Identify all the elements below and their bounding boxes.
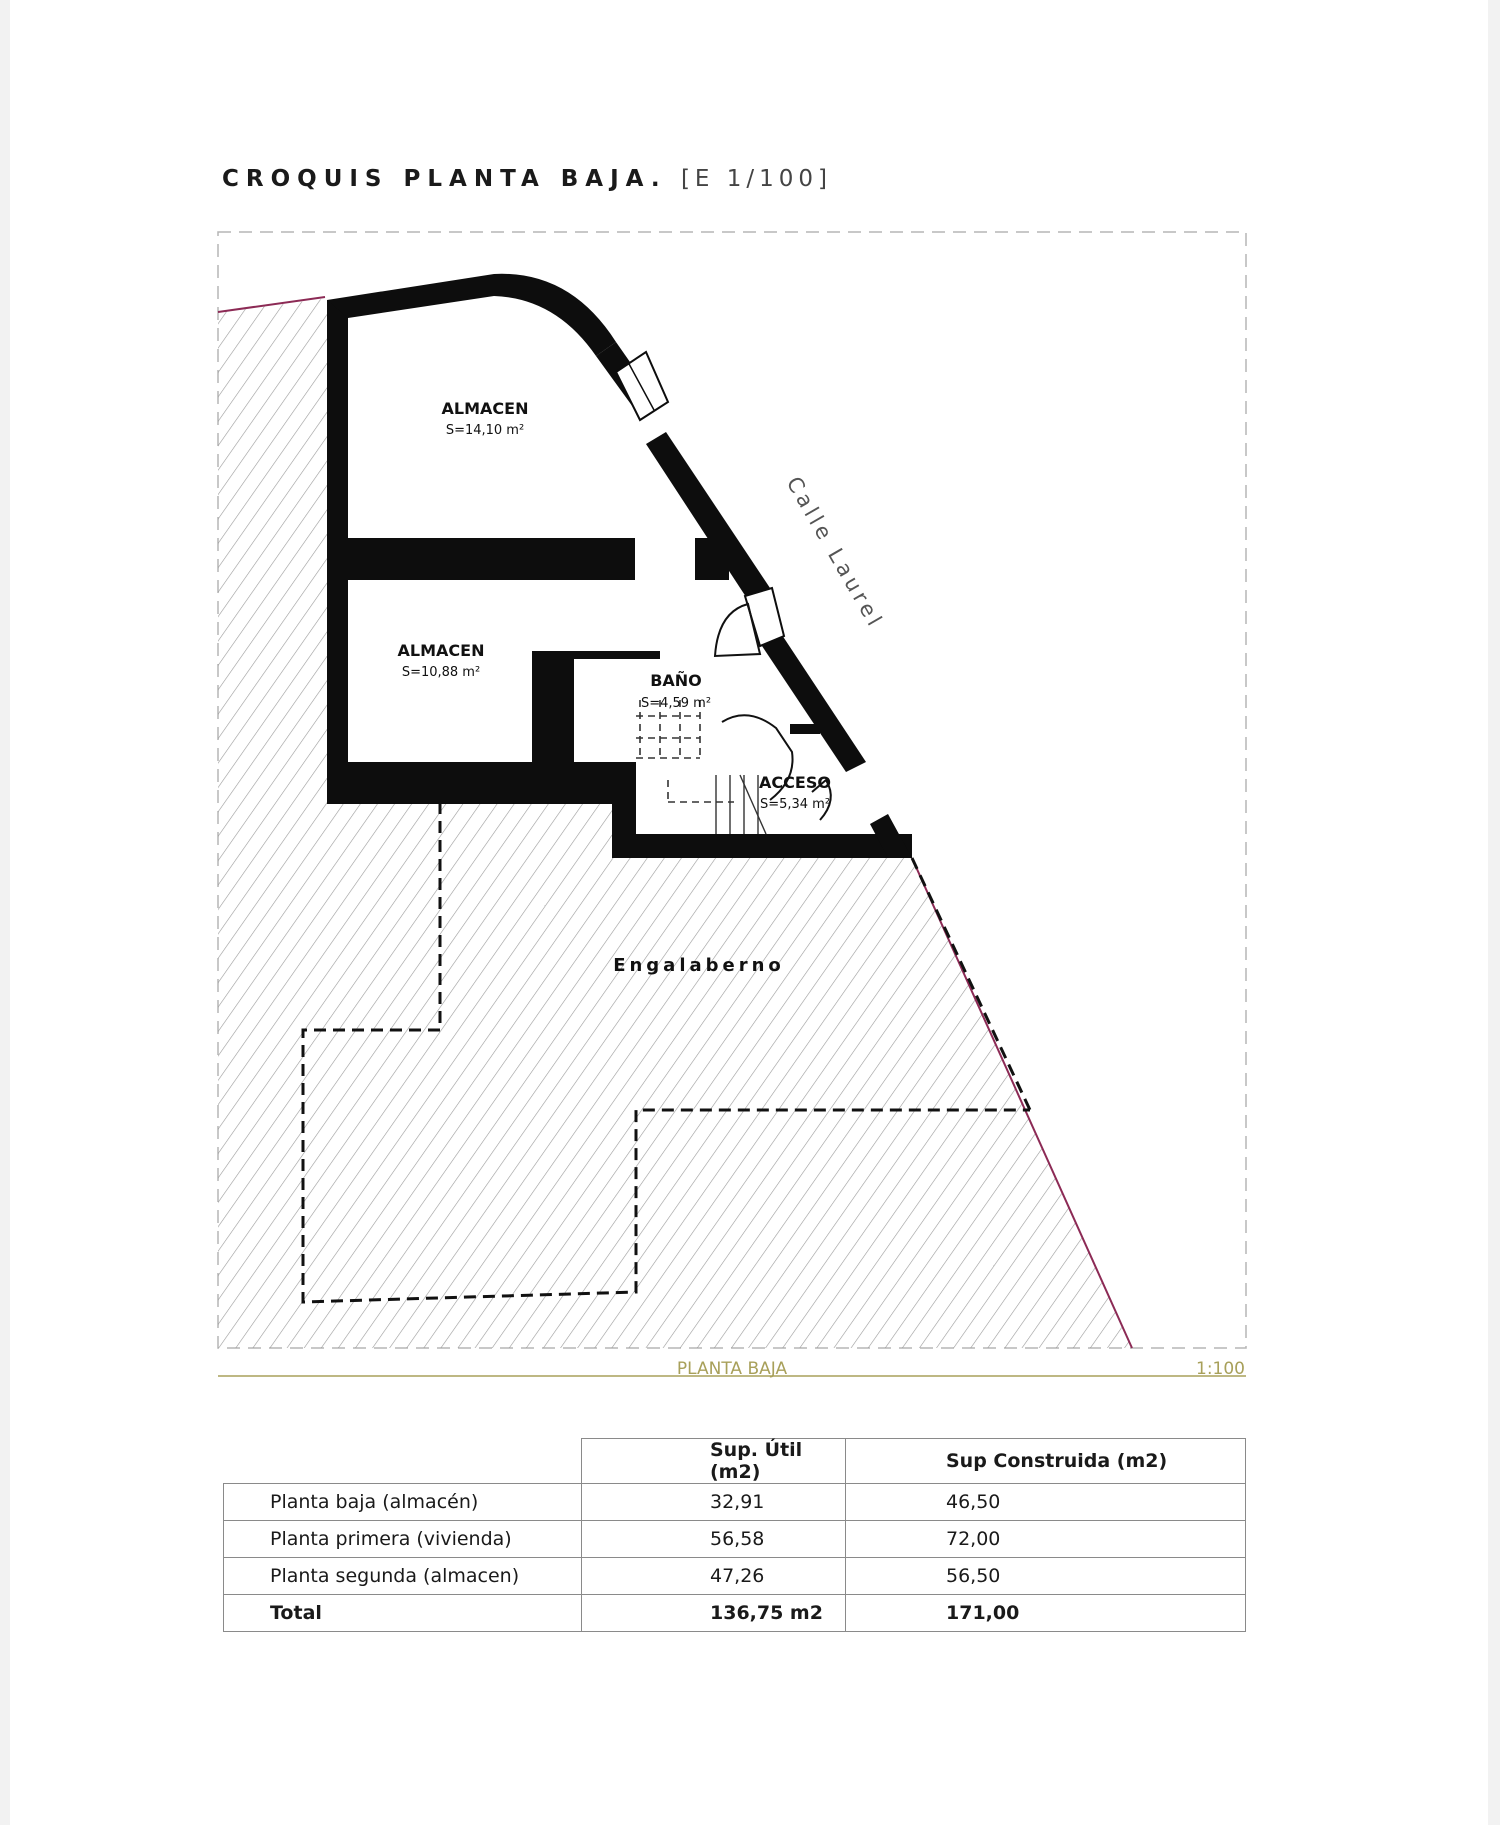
row-label: Planta primera (vivienda): [224, 1521, 582, 1558]
room-area-acceso: S=5,34 m²: [759, 797, 831, 812]
room-name-acceso: ACCESO: [759, 773, 831, 792]
row-util: 47,26: [582, 1558, 846, 1595]
scale-label: 1:100: [1196, 1359, 1245, 1379]
room-name-almacen-2: ALMACEN: [397, 641, 485, 660]
room-area-almacen-2: S=10,88 m²: [401, 665, 481, 680]
table-row: [224, 1521, 1246, 1558]
total-label: Total: [224, 1595, 582, 1632]
row-util: 32,91: [582, 1484, 846, 1521]
table-header-row: [224, 1439, 1246, 1484]
title-scale: [E 1/100]: [680, 166, 833, 192]
table-header-util: Sup. Útil (m2): [582, 1439, 846, 1484]
row-construida: 46,50: [846, 1484, 1246, 1521]
walls: [327, 274, 912, 858]
room-name-bano: BAÑO: [650, 671, 702, 690]
row-construida: 56,50: [846, 1558, 1246, 1595]
room-area-almacen-1: S=14,10 m²: [445, 423, 525, 438]
room-name-almacen-1: ALMACEN: [441, 399, 529, 418]
total-construida: 171,00: [846, 1595, 1246, 1632]
row-util: 56,58: [582, 1521, 846, 1558]
table-header-construida: Sup Construida (m2): [846, 1439, 1246, 1484]
room-area-bano: S=4,59 m²: [640, 696, 712, 711]
table-row: [224, 1558, 1246, 1595]
drawing-label: PLANTA BAJA: [676, 1359, 788, 1379]
table-total-row: [224, 1595, 1246, 1632]
table-header-blank: [224, 1439, 582, 1484]
areas-table: [223, 1438, 1246, 1632]
stairs: [636, 700, 734, 802]
row-label: Planta baja (almacén): [224, 1484, 582, 1521]
total-util: 136,75 m2: [582, 1595, 846, 1632]
row-label: Planta segunda (almacen): [224, 1558, 582, 1595]
plot-label: Engalaberno: [613, 955, 785, 976]
row-construida: 72,00: [846, 1521, 1246, 1558]
table-row: [224, 1484, 1246, 1521]
street-label: Calle Laurel: [781, 472, 889, 634]
title-text: CROQUIS PLANTA BAJA.: [222, 166, 667, 192]
